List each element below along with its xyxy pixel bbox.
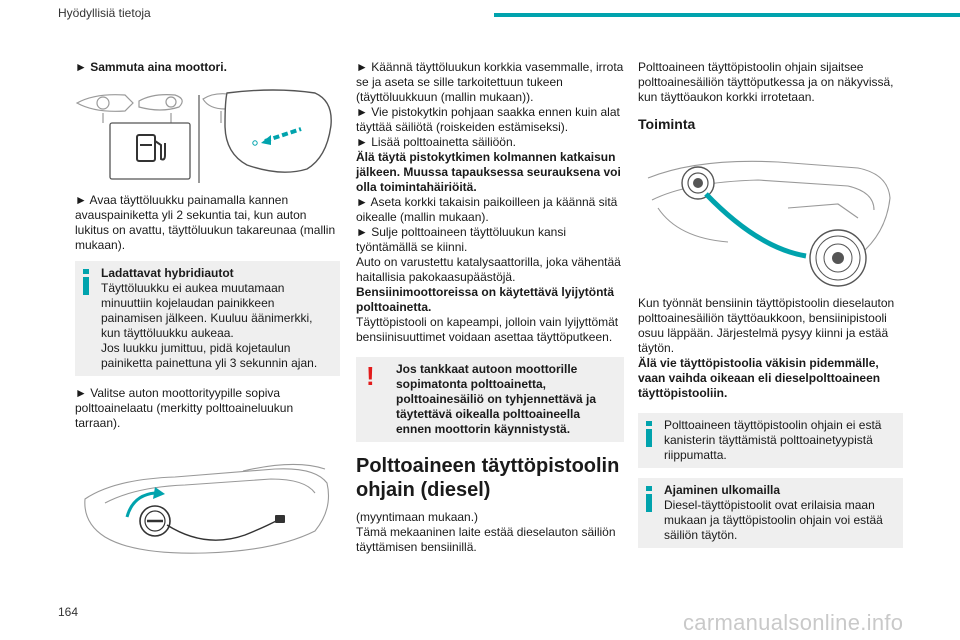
fuel-cap-removal-illustration bbox=[75, 439, 340, 564]
note-text: Polttoaineen täyttöpistoolin ohjain ei estä kanisterin täyttämistä polttoainetyypistä riippumatta. bbox=[664, 418, 882, 462]
column-3 bbox=[638, 60, 903, 558]
paragraph: (myyntimaan mukaan.) bbox=[356, 510, 479, 524]
paragraph: Älä täytä pistokytkimen kolmannen katkaisun jälkeen. Muussa tapauksessa seurauksena voi olla toimintahäiriöitä. bbox=[356, 150, 621, 194]
column-1 bbox=[75, 60, 340, 564]
paragraph: Polttoaineen täyttöpistoolin ohjain sijaitsee polttoainesäiliön täyttöputkessa ja on näkyvissä, kun täyttöaukon korkki irrotetaan. bbox=[638, 60, 894, 104]
page-number: 164 bbox=[58, 605, 79, 619]
misfuel-device-illustration bbox=[638, 138, 903, 288]
paragraph: ► Avaa täyttöluukku painamalla kannen avauspainiketta yli 2 sekuntia tai, kun auton lukitus on avattu, täyttöluukun takareunaa (mallin mukaan). bbox=[75, 193, 336, 252]
info-icon bbox=[646, 421, 652, 447]
warning-text: Jos tankkaat autoon moottorille sopimatonta polttoainetta, polttoainesäiliö on tyhjennettävä ja täytettävä oikealla polttoaineella ennen moottorin käynnistystä. bbox=[396, 362, 597, 436]
paragraph: Bensiinimoottoreissa on käytettävä lyijytöntä polttoainetta. bbox=[356, 285, 615, 314]
column-2 bbox=[356, 60, 624, 555]
warning-icon: ! bbox=[366, 361, 375, 391]
note-title: Ajaminen ulkomailla bbox=[664, 483, 781, 497]
note-text: Diesel-täyttöpistoolit ovat erilaisia maan mukaan ja täyttöpistoolin ohjain voi estää säiliön täytön. bbox=[664, 498, 883, 542]
paragraph: Täyttöpistooli on kapeampi, jolloin vain lyijyttömät bensiinisuuttimet voidaan asettaa täyttöputkeen. bbox=[356, 315, 619, 344]
paragraph: ► Käännä täyttöluukun korkkia vasemmalle, irrota se ja aseta se sille tarkoitettuun tukeen (täyttöluukkuun (mallin mukaan)). bbox=[356, 60, 624, 104]
watermark: carmanualsonline.info bbox=[683, 610, 904, 635]
paragraph: Auto on varustettu katalysaattorilla, joka vähentää haitallisia pakokaasupäästöjä. bbox=[356, 255, 621, 284]
paragraph: ► Lisää polttoainetta säiliöön. bbox=[356, 135, 516, 149]
subsection-heading: Toiminta bbox=[638, 116, 696, 132]
info-icon bbox=[83, 269, 89, 295]
info-note bbox=[75, 261, 340, 376]
header-accent-bar bbox=[494, 13, 960, 17]
info-note bbox=[638, 478, 903, 548]
paragraph: ► Sammuta aina moottori. bbox=[75, 60, 227, 74]
info-note bbox=[638, 413, 903, 468]
section-title: Hyödyllisiä tietoja bbox=[58, 6, 151, 20]
paragraph: ► Aseta korkki takaisin paikoilleen ja käännä sitä oikealle (mallin mukaan). bbox=[356, 195, 618, 224]
paragraph: Kun työnnät bensiinin täyttöpistoolin dieselauton polttoainesäiliön täyttöaukkoon, bensiinipistooli osuu läppään. Järjestelmä pysyy kiinni ja estää täytön. bbox=[638, 296, 895, 355]
warning-note bbox=[356, 357, 624, 442]
note-title: Ladattavat hybridiautot bbox=[101, 266, 234, 280]
note-text: Täyttöluukku ei aukea muutamaan minuuttiin kojelaudan painikkeen painamisen jälkeen. Kuuluu äänimerkki, kun täyttöluukku aukeaa. bbox=[101, 281, 313, 340]
paragraph: Älä vie täyttöpistoolia väkisin pidemmälle, vaan vaihda oikeaan eli dieselpolttoaineen täyttöpistooliin. bbox=[638, 356, 881, 400]
paragraph: ► Sulje polttoaineen täyttöluukun kansi työntämällä se kiinni. bbox=[356, 225, 567, 254]
paragraph: ► Valitse auton moottorityypille sopiva polttoainelaatu (merkitty polttoaineluukun tarraan). bbox=[75, 386, 294, 430]
note-text: Jos luukku jumittuu, pidä kojetaulun painiketta painettuna yli 3 sekunnin ajan. bbox=[101, 341, 318, 370]
info-icon bbox=[646, 486, 652, 512]
fuel-door-button-illustration bbox=[75, 85, 340, 185]
paragraph: Tämä mekaaninen laite estää dieselauton säiliön täyttämisen bensiinillä. bbox=[356, 525, 616, 554]
section-heading: Polttoaineen täyttöpistoolin ohjain (diesel) bbox=[356, 455, 620, 501]
paragraph: ► Vie pistokytkin pohjaan saakka ennen kuin alat täyttää säiliötä (roiskeiden estämiseksi). bbox=[356, 105, 620, 134]
